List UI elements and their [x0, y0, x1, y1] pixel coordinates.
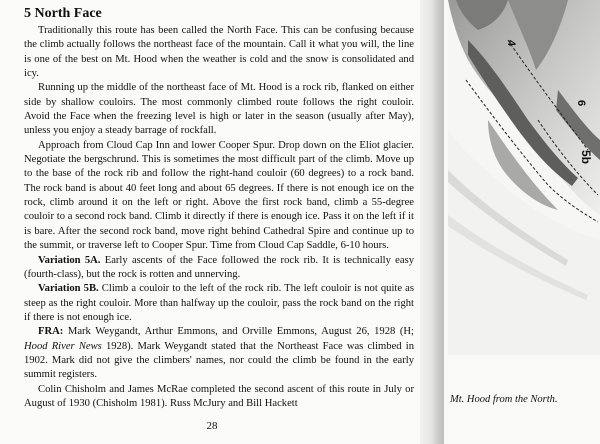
paragraph-intro: Traditionally this route has been called the North Face. This can be confusing because the climb actually follows the northeast face of the mountain. Call it what you will, the line is one of the best on Mt. Hood when the weather is cold and the snow is consolidated and icy. — [24, 25, 414, 80]
variation-5a-text: Early ascents of the Face followed the rock rib. It is technically easy (fourth-class), but the rock is rotten and unnerving. — [24, 254, 414, 280]
paragraph-rock-rib: Running up the middle of the northeast face of Mt. Hood is a rock rib, flanked on either side by shallow couloirs. The most commonly climbed route follows the right couloir. Avoid the Face when the freezing level is high or later in the season (usually after May), unless you enjoy a steady barrage of rockfall. — [24, 82, 414, 137]
photo-caption: Mt. Hood from the North. — [450, 394, 558, 405]
route-heading: 5 North Face — [24, 6, 102, 21]
mountain-photo — [448, 0, 600, 355]
variation-5b-label: Variation 5B. — [38, 283, 99, 295]
paragraph-fra — [24, 325, 414, 382]
paragraph-approach: Approach from Cloud Cap Inn and lower Cooper Spur. Drop down on the Eliot glacier. Negotiate the bergschrund. This is sometimes the most difficult part of the climb. Move up to the base of the rock rib and follow the right-hand couloir (60 degrees) to a rock band. The rock band is about 40 feet long and about 65 degrees. If there is not enough ice on the rock, climb around it on the left or right. Above the first rock band, climb a 55-degree couloir to a second rock band. Climb it directly if there is enough ice. Pass it on the left if it is bare. After the second rock band, move right behind Cathedral Spire and continue up to the summit, or traverse left to Cooper Spur. Time from Cloud Cap Saddle, 6-10 hours. — [24, 139, 414, 252]
fra-text-before: Mark Weygandt, Arthur Emmons, and Orville Emmons, August 26, 1928 (H; — [63, 326, 414, 338]
fra-source: Hood River News — [24, 340, 102, 352]
variation-5b-text: Climb a couloir to the left of the rock rib. The left couloir is not quite as steep as the right couloir. More than halfway up the couloir, pass the rock band on the right if there is not enough ice. — [24, 283, 414, 323]
paragraph-variation-5b — [24, 282, 414, 325]
paragraph-variation-5a — [24, 254, 414, 283]
page-number: 28 — [206, 420, 218, 432]
route-description — [24, 6, 414, 411]
route-label-c — [579, 150, 593, 164]
route-label-b — [575, 100, 587, 106]
fra-label: FRA: — [38, 326, 64, 338]
paragraph-second-ascent: Colin Chisholm and James McRae completed the second ascent of this route in July or August of 1930 (Chisholm 1981). Russ McJury and Bill Hackett — [24, 383, 414, 409]
svg-text:5b: 5b — [579, 150, 593, 165]
variation-5a-label: Variation 5A. — [38, 254, 101, 266]
route-label-a — [505, 40, 517, 47]
svg-text:4: 4 — [505, 40, 517, 47]
book-gutter — [420, 0, 444, 444]
fra-text-after: 1928). Mark Weygandt stated that the Northeast Face was climbed in 1902. Mark did not give the climbers' names, nor could the climb be found in the early summit registers. — [24, 340, 414, 381]
svg-text:6: 6 — [575, 100, 587, 107]
